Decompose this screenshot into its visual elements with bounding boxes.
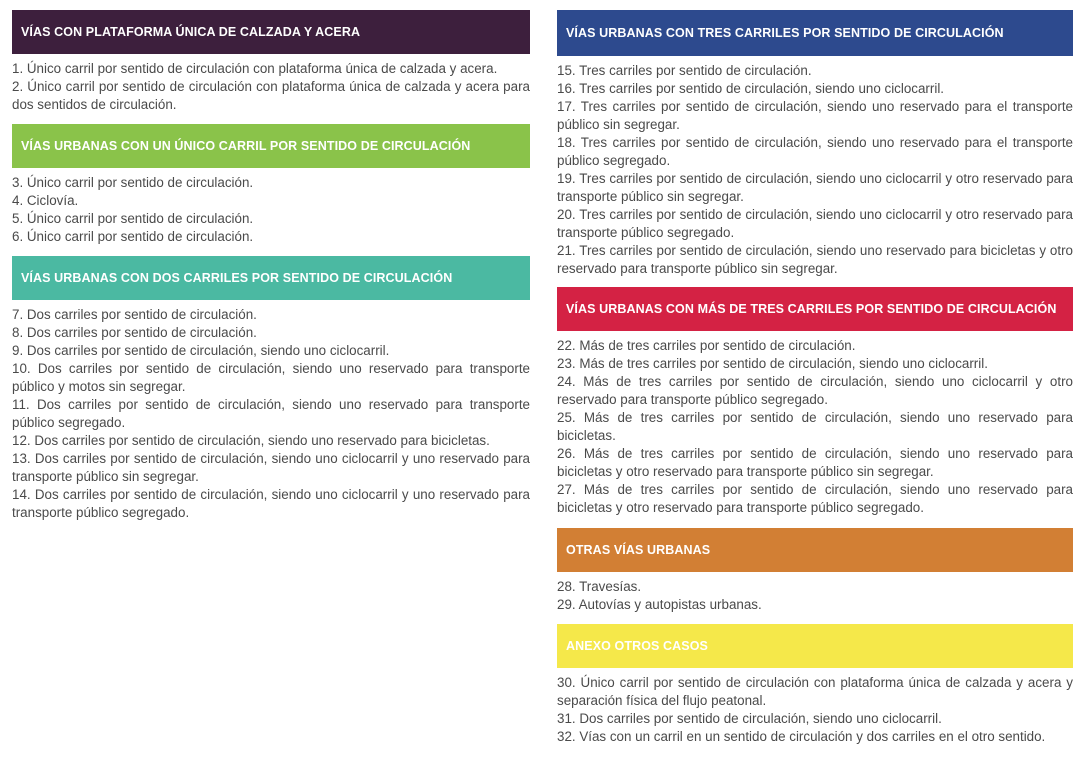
road-type-item: 22. Más de tres carriles por sentido de circulación. <box>557 338 856 353</box>
section-header: ANEXO OTROS CASOS <box>557 624 1073 668</box>
road-type-list <box>557 674 1073 746</box>
road-type-item: 31. Dos carriles por sentido de circulación, siendo uno ciclocarril. <box>557 711 942 726</box>
section-vias-urbanas-con-mas-de-tres-carriles-por-sentido-de-circulacion <box>557 287 1073 517</box>
road-type-item: 6. Único carril por sentido de circulación. <box>12 229 254 244</box>
section-anexo-otros-casos <box>557 624 1073 746</box>
road-type-list <box>12 306 530 522</box>
road-type-item: 9. Dos carriles por sentido de circulación, siendo uno ciclocarril. <box>12 343 390 358</box>
road-type-item: 12. Dos carriles por sentido de circulación, siendo uno reservado para bicicletas. <box>12 433 490 448</box>
road-type-item: 10. Dos carriles por sentido de circulación, siendo uno reservado para transporte público y motos sin segregar. <box>12 361 530 394</box>
road-type-item: 32. Vías con un carril en un sentido de circulación y dos carriles en el otro sentido. <box>557 729 1046 744</box>
road-type-item: 23. Más de tres carriles por sentido de circulación, siendo uno ciclocarril. <box>557 356 988 371</box>
road-type-item: 19. Tres carriles por sentido de circulación, siendo uno ciclocarril y otro reservado para transporte público sin segregar. <box>557 171 1073 204</box>
right-column <box>557 10 1073 746</box>
road-type-item: 3. Único carril por sentido de circulación. <box>12 175 254 190</box>
road-type-item: 11. Dos carriles por sentido de circulación, siendo uno reservado para transporte público segregado. <box>12 397 530 430</box>
road-type-list <box>557 62 1073 278</box>
road-type-item: 1. Único carril por sentido de circulación con plataforma única de calzada y acera. <box>12 61 498 76</box>
road-type-item: 18. Tres carriles por sentido de circulación, siendo uno reservado para el transporte público segregado. <box>557 135 1073 168</box>
section-header: VÍAS URBANAS CON MÁS DE TRES CARRILES POR SENTIDO DE CIRCULACIÓN <box>557 287 1073 331</box>
road-type-item: 17. Tres carriles por sentido de circulación, siendo uno reservado para el transporte público sin segregar. <box>557 99 1073 132</box>
section-header: OTRAS VÍAS URBANAS <box>557 528 1073 572</box>
road-type-item: 4. Ciclovía. <box>12 193 79 208</box>
section-vias-urbanas-con-dos-carriles-por-sentido-de-circulacion <box>12 256 530 522</box>
road-type-item: 25. Más de tres carriles por sentido de circulación, siendo uno reservado para bicicletas. <box>557 410 1073 443</box>
road-type-item: 20. Tres carriles por sentido de circulación, siendo uno ciclocarril y otro reservado para transporte público segregado. <box>557 207 1073 240</box>
road-type-list <box>557 337 1073 517</box>
road-type-item: 15. Tres carriles por sentido de circulación. <box>557 63 812 78</box>
section-vias-urbanas-con-un-unico-carril-por-sentido-de-circulacion <box>12 124 530 246</box>
road-type-list <box>557 578 1073 614</box>
road-type-item: 14. Dos carriles por sentido de circulación, siendo uno ciclocarril y uno reservado para transporte público segregado. <box>12 487 530 520</box>
road-type-item: 7. Dos carriles por sentido de circulación. <box>12 307 257 322</box>
section-header: VÍAS URBANAS CON UN ÚNICO CARRIL POR SENTIDO DE CIRCULACIÓN <box>12 124 530 168</box>
left-column <box>12 10 530 532</box>
section-header: VÍAS URBANAS CON TRES CARRILES POR SENTIDO DE CIRCULACIÓN <box>557 10 1073 56</box>
road-type-item: 13. Dos carriles por sentido de circulación, siendo uno ciclocarril y uno reservado para transporte público sin segregar. <box>12 451 530 484</box>
road-type-item: 26. Más de tres carriles por sentido de circulación, siendo uno reservado para bicicletas y otro reservado para transporte público sin segregar. <box>557 446 1073 479</box>
section-vias-con-plataforma-unica-de-calzada-y-acera <box>12 10 530 114</box>
section-vias-urbanas-con-tres-carriles-por-sentido-de-circulacion <box>557 10 1073 278</box>
road-type-item: 30. Único carril por sentido de circulación con plataforma única de calzada y acera y separación física del flujo peatonal. <box>557 675 1073 708</box>
road-type-item: 16. Tres carriles por sentido de circulación, siendo uno ciclocarril. <box>557 81 945 96</box>
road-type-item: 29. Autovías y autopistas urbanas. <box>557 597 762 612</box>
road-type-item: 27. Más de tres carriles por sentido de circulación, siendo uno reservado para bicicletas y otro reservado para transporte público segregado. <box>557 482 1073 515</box>
section-otras-vias-urbanas <box>557 528 1073 614</box>
road-type-list <box>12 60 530 114</box>
section-header: VÍAS CON PLATAFORMA ÚNICA DE CALZADA Y ACERA <box>12 10 530 54</box>
road-type-item: 2. Único carril por sentido de circulación con plataforma única de calzada y acera para dos sentidos de circulación. <box>12 79 530 112</box>
road-type-item: 5. Único carril por sentido de circulación. <box>12 211 254 226</box>
road-type-item: 21. Tres carriles por sentido de circulación, siendo uno reservado para bicicletas y otro reservado para transporte público sin segregar. <box>557 243 1073 276</box>
road-type-item: 28. Travesías. <box>557 579 642 594</box>
section-header: VÍAS URBANAS CON DOS CARRILES POR SENTIDO DE CIRCULACIÓN <box>12 256 530 300</box>
road-type-list <box>12 174 530 246</box>
road-type-item: 24. Más de tres carriles por sentido de circulación, siendo uno ciclocarril y otro reservado para transporte público segregado. <box>557 374 1073 407</box>
road-type-item: 8. Dos carriles por sentido de circulación. <box>12 325 257 340</box>
